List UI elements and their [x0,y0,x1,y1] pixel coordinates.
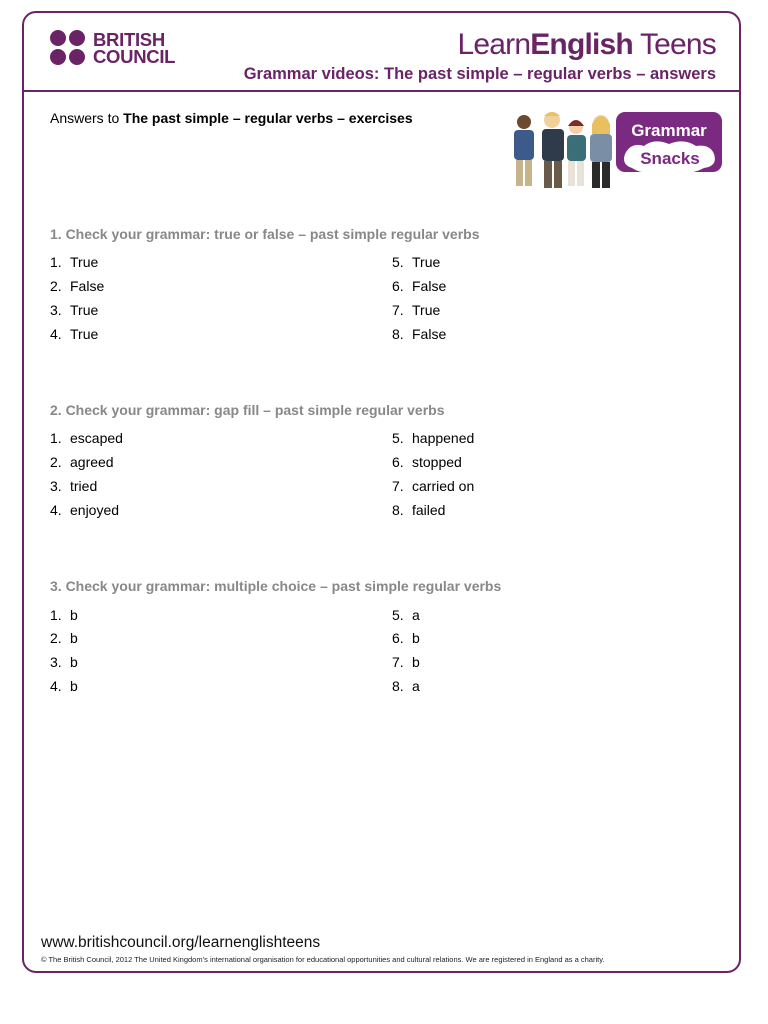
answer-item: 6. stopped [392,454,462,470]
answer-item: 4. True [50,326,99,342]
answer-item: 5. True [392,254,441,270]
answer-item: 8. False [392,326,447,342]
brand-bold: English [530,28,633,61]
section-1-heading: 1. Check your grammar: true or false – past simple regular verbs [50,226,480,242]
british-council-dots-icon [50,30,86,66]
answer-item: 8. a [392,678,420,694]
answer-item: 3. True [50,302,99,318]
answer-item: 2. agreed [50,454,114,470]
intro-text [50,110,413,126]
answer-item: 1. b [50,607,78,623]
section-2-heading: 2. Check your grammar: gap fill – past simple regular verbs [50,402,445,418]
brand-suffix: Teens [632,28,716,61]
grammar-snacks-badge [504,108,724,196]
answer-item: 7. b [392,654,420,670]
answer-item: 2. False [50,278,105,294]
intro-prefix: Answers to [50,110,124,126]
answer-item: 4. enjoyed [50,502,120,518]
answer-item: 3. tried [50,478,98,494]
teen-characters-icon [514,112,612,188]
answer-item: 1. True [50,254,99,270]
brand-light: Learn [457,28,531,61]
answer-item: 5. a [392,607,420,623]
org-name-line2: COUNCIL [93,46,176,67]
footer-copyright: © The British Council, 2012 The United Kingdom’s international organisation for educational opportunities and cultural relations. We are registered in England as a charity. [41,955,605,964]
answer-item: 7. carried on [392,478,475,494]
section-3-heading: 3. Check your grammar: multiple choice – past simple regular verbs [50,578,502,594]
answer-item: 3. b [50,654,78,670]
answer-item: 8. failed [392,502,446,518]
learnenglish-teens-logo [457,28,716,62]
answer-item: 1. escaped [50,430,123,446]
page-title: Grammar videos: The past simple – regular verbs – answers [243,65,716,83]
answer-item: 5. happened [392,430,475,446]
answer-item: 4. b [50,678,78,694]
answer-item: 7. True [392,302,441,318]
answer-item: 2. b [50,630,78,646]
badge-line2: Snacks [640,149,700,168]
british-council-logo [50,30,175,66]
intro-exercise-title: The past simple – regular verbs – exercises [123,110,413,126]
badge-line1: Grammar [631,121,707,140]
org-name-line1: BRITISH [93,29,165,50]
header-divider [22,90,741,92]
footer-website-link[interactable]: www.britishcouncil.org/learnenglishteens [41,934,321,951]
answer-item: 6. False [392,278,447,294]
answer-item: 6. b [392,630,420,646]
